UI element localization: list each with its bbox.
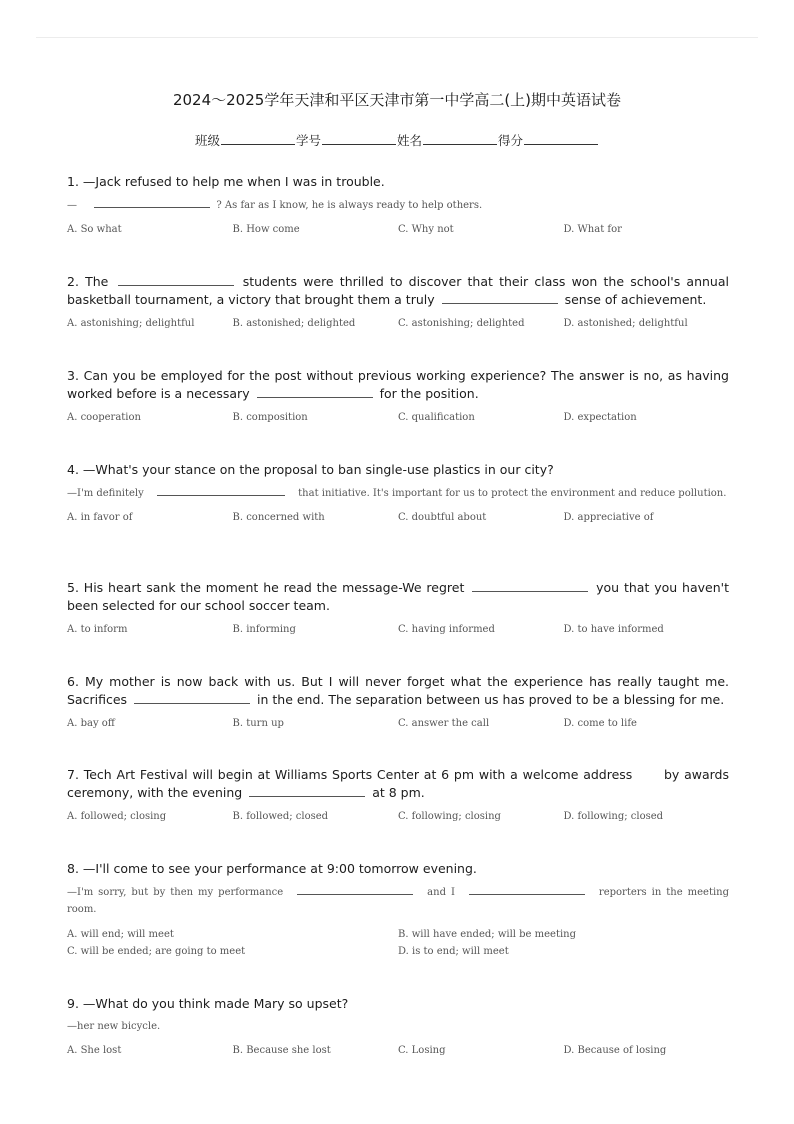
question-dialogue: —I'm sorry, but by then my performance and I reporters in the meeting room. — [67, 883, 729, 919]
answer-blank[interactable] — [94, 196, 210, 208]
question-stem: 5. His heart sank the moment he read the message-We regret you that you haven't been selected for our school soccer team. — [67, 580, 729, 613]
question-4 — [67, 461, 729, 526]
student-info-line — [0, 131, 794, 149]
option-b[interactable]: B. concerned with — [232, 512, 325, 523]
page-title: 2024～2025学年天津和平区天津市第一中学高二(上)期中英语试卷 — [172, 91, 622, 109]
options — [67, 221, 729, 238]
option-b[interactable]: B. followed; closed — [232, 811, 329, 822]
name-label: 姓名 — [397, 133, 423, 148]
options — [67, 1042, 729, 1059]
question-3 — [67, 367, 729, 426]
option-c[interactable]: C. qualification — [398, 412, 475, 423]
option-c[interactable]: C. will be ended; are going to meet — [67, 945, 246, 957]
option-b[interactable]: B. informing — [232, 624, 296, 635]
options — [67, 808, 729, 825]
id-label: 学号 — [295, 133, 321, 148]
option-a[interactable]: A. will end; will meet — [67, 928, 174, 940]
option-d[interactable]: D. Because of losing — [563, 1045, 667, 1056]
option-a[interactable]: A. cooperation — [67, 412, 141, 423]
answer-blank[interactable] — [249, 785, 365, 797]
answer-blank[interactable] — [297, 883, 413, 895]
option-d[interactable]: D. following; closed — [563, 811, 664, 822]
options — [67, 315, 729, 332]
question-stem: 8. —I'll come to see your performance at 9:00 tomorrow evening. — [67, 861, 477, 876]
question-1 — [67, 173, 729, 238]
answer-blank[interactable] — [472, 580, 588, 592]
option-d[interactable]: D. to have informed — [563, 624, 664, 635]
option-a[interactable]: A. bay off — [67, 718, 115, 729]
options — [67, 715, 729, 732]
class-blank[interactable] — [221, 132, 295, 145]
options — [67, 621, 729, 638]
top-divider — [36, 37, 758, 38]
question-8 — [67, 860, 729, 960]
option-d[interactable]: D. come to life — [563, 718, 637, 729]
class-label: 班级 — [194, 133, 220, 148]
answer-blank[interactable] — [118, 274, 234, 286]
answer-blank[interactable] — [469, 883, 585, 895]
answer-blank[interactable] — [134, 692, 250, 704]
option-b[interactable]: B. composition — [232, 412, 308, 423]
option-c[interactable]: C. Losing — [398, 1045, 446, 1056]
name-blank[interactable] — [423, 132, 497, 145]
options — [67, 926, 729, 960]
question-stem: 3. Can you be employed for the post without previous working experience? The answer is no, as having worked before is a necessary for the position. — [67, 368, 729, 401]
question-2 — [67, 273, 729, 332]
question-stem: 4. —What's your stance on the proposal to ban single-use plastics in our city? — [67, 462, 554, 477]
option-d[interactable]: D. What for — [563, 224, 622, 235]
option-c[interactable]: C. doubtful about — [398, 512, 487, 523]
option-a[interactable]: A. She lost — [67, 1045, 122, 1056]
option-b[interactable]: B. How come — [232, 224, 300, 235]
option-d[interactable]: D. expectation — [563, 412, 637, 423]
option-c[interactable]: C. astonishing; delighted — [398, 318, 525, 329]
id-blank[interactable] — [322, 132, 396, 145]
option-b[interactable]: B. Because she lost — [232, 1045, 331, 1056]
answer-blank[interactable] — [442, 292, 558, 304]
option-b[interactable]: B. turn up — [232, 718, 284, 729]
option-a[interactable]: A. followed; closing — [67, 811, 167, 822]
question-5 — [67, 579, 729, 638]
option-d[interactable]: D. is to end; will meet — [398, 945, 509, 957]
option-b[interactable]: B. astonished; delighted — [232, 318, 356, 329]
option-c[interactable]: C. having informed — [398, 624, 495, 635]
option-c[interactable]: C. following; closing — [398, 811, 501, 822]
question-dialogue: —I'm definitely that initiative. It's important for us to protect the environment and reduce pollution. — [67, 484, 729, 503]
question-dialogue: —her new bicycle. — [67, 1020, 161, 1032]
score-label: 得分 — [498, 133, 524, 148]
question-dialogue: — ? As far as I know, he is always ready to help others. — [67, 196, 729, 215]
option-b[interactable]: B. will have ended; will be meeting — [398, 928, 577, 940]
answer-blank[interactable] — [157, 484, 285, 496]
question-9 — [67, 995, 729, 1059]
options — [67, 509, 729, 526]
question-stem: 1. —Jack refused to help me when I was in trouble. — [67, 174, 385, 189]
option-d[interactable]: D. astonished; delightful — [563, 318, 688, 329]
option-a[interactable]: A. to inform — [67, 624, 128, 635]
option-d[interactable]: D. appreciative of — [563, 512, 654, 523]
score-blank[interactable] — [524, 132, 598, 145]
question-stem: 9. —What do you think made Mary so upset? — [67, 996, 349, 1011]
question-7 — [67, 766, 729, 825]
options — [67, 409, 729, 426]
question-stem: 6. My mother is now back with us. But I will never forget what the experience has really taught me. Sacrifices in the end. The separation between us has proved to be a blessing for me. — [67, 674, 729, 707]
option-a[interactable]: A. in favor of — [67, 512, 133, 523]
option-c[interactable]: C. Why not — [398, 224, 454, 235]
option-c[interactable]: C. answer the call — [398, 718, 490, 729]
option-a[interactable]: A. So what — [67, 224, 122, 235]
question-6 — [67, 673, 729, 732]
question-stem: 7. Tech Art Festival will begin at Williams Sports Center at 6 pm with a welcome address by awards ceremony, with the evening at 8 pm. — [67, 767, 729, 800]
answer-blank[interactable] — [257, 386, 373, 398]
option-a[interactable]: A. astonishing; delightful — [67, 318, 195, 329]
question-stem: 2. The students were thrilled to discover that their class won the school's annual basketball tournament, a victory that brought them a truly sense of achievement. — [67, 274, 729, 307]
